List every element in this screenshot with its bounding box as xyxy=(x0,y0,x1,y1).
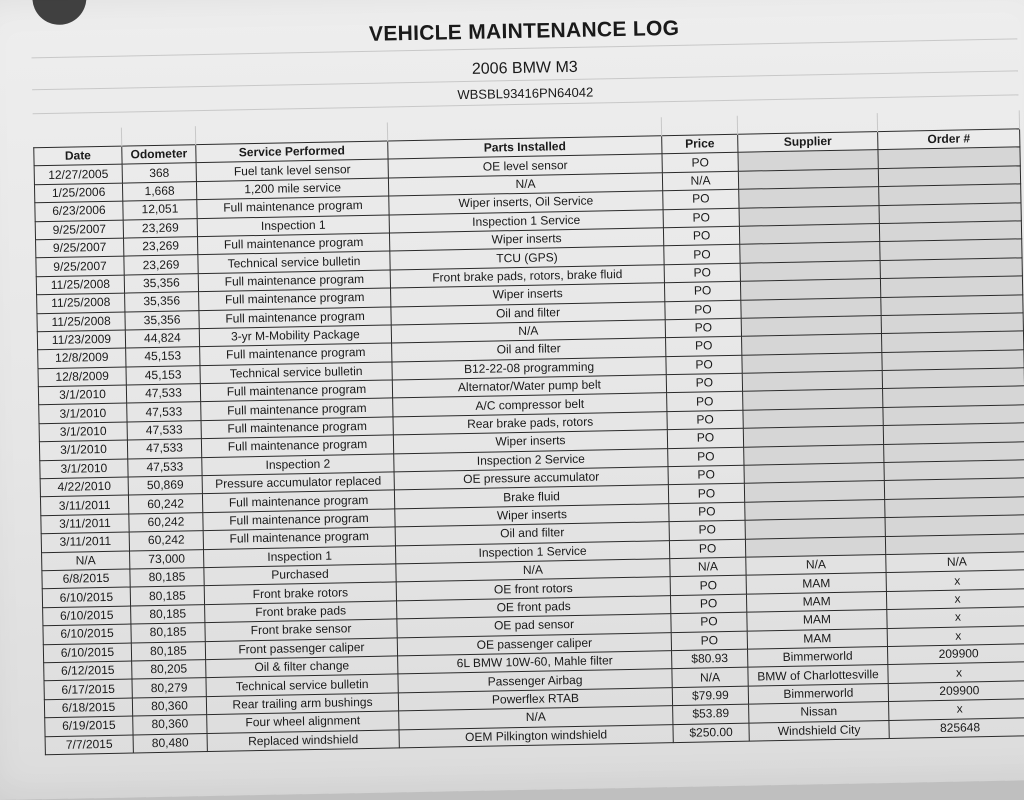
column-header-order: Order # xyxy=(878,129,1020,150)
parts-cell: Rear brake pads, rotors xyxy=(393,412,667,436)
service-cell: Pressure accumulator replaced xyxy=(202,472,394,494)
price-cell: PO xyxy=(671,631,747,651)
service-cell: Full maintenance program xyxy=(201,435,393,457)
service-cell: Full maintenance program xyxy=(199,288,391,310)
odometer-cell: 47,533 xyxy=(126,384,200,404)
table-body xyxy=(34,147,1024,754)
date-cell: 3/11/2011 xyxy=(41,532,129,552)
date-cell: 1/25/2006 xyxy=(34,183,122,203)
order-cell: x xyxy=(887,625,1024,646)
date-cell: 4/22/2010 xyxy=(40,477,128,497)
parts-cell: N/A xyxy=(399,706,673,730)
order-cell: 825648 xyxy=(889,717,1024,738)
odometer-cell: 73,000 xyxy=(130,549,204,569)
odometer-cell: 35,356 xyxy=(125,310,199,330)
binder-hole xyxy=(32,0,87,25)
date-cell: 3/1/2010 xyxy=(38,385,126,405)
supplier-cell: MAM xyxy=(746,573,886,594)
price-cell: N/A xyxy=(662,171,738,191)
date-cell: 6/17/2015 xyxy=(44,679,132,699)
date-cell: 12/8/2009 xyxy=(38,367,126,387)
column-header-parts-installed: Parts Installed xyxy=(388,136,662,160)
date-cell: 6/10/2015 xyxy=(42,587,130,607)
parts-cell: OE passenger caliper xyxy=(397,632,671,656)
parts-cell: A/C compressor belt xyxy=(393,393,667,417)
parts-cell: OEM Pilkington windshield xyxy=(399,724,673,748)
parts-cell: Wiper inserts, Oil Service xyxy=(389,191,663,215)
price-cell: $53.89 xyxy=(673,704,749,724)
column-header-supplier: Supplier xyxy=(738,132,878,153)
odometer-cell: 80,360 xyxy=(133,715,207,735)
order-cell: N/A xyxy=(886,552,1024,573)
price-cell: PO xyxy=(668,484,744,504)
service-cell: Front brake sensor xyxy=(205,619,397,641)
service-cell: Front passenger caliper xyxy=(205,637,397,659)
parts-cell: Oil and filter xyxy=(395,522,669,546)
odometer-cell: 35,356 xyxy=(125,292,199,312)
parts-cell: Powerflex RTAB xyxy=(398,687,672,711)
odometer-cell: 60,242 xyxy=(129,531,203,551)
parts-cell: Brake fluid xyxy=(394,485,668,509)
parts-cell: B12-22-08 programming xyxy=(392,356,666,380)
price-cell: PO xyxy=(667,392,743,412)
odometer-cell: 44,824 xyxy=(125,329,199,349)
parts-cell: N/A xyxy=(391,320,665,344)
supplier-cell: BMW of Charlottesville xyxy=(748,665,888,686)
date-cell: 12/27/2005 xyxy=(34,164,122,184)
parts-cell: OE level sensor xyxy=(388,154,662,178)
service-cell: Technical service bulletin xyxy=(206,674,398,696)
price-cell: PO xyxy=(669,502,745,522)
date-cell: 9/25/2007 xyxy=(35,220,123,240)
service-cell: Technical service bulletin xyxy=(198,251,390,273)
date-cell: 9/25/2007 xyxy=(36,238,124,258)
date-cell: 6/12/2015 xyxy=(44,661,132,681)
column-header-date: Date xyxy=(34,146,122,166)
price-cell: PO xyxy=(664,245,740,265)
odometer-cell: 80,205 xyxy=(132,660,206,680)
parts-cell: Oil and filter xyxy=(392,338,666,362)
parts-cell: OE front pads xyxy=(397,595,671,619)
odometer-cell: 368 xyxy=(122,163,196,183)
service-cell: Full maintenance program xyxy=(197,233,389,255)
service-cell: Technical service bulletin xyxy=(200,362,392,384)
odometer-cell: 80,185 xyxy=(131,623,205,643)
price-cell: PO xyxy=(664,263,740,283)
column-header-service-performed: Service Performed xyxy=(196,141,388,163)
vehicle-vin: WBSBL93416PN64042 xyxy=(457,84,594,103)
parts-cell: Front brake pads, rotors, brake fluid xyxy=(390,264,664,288)
service-cell: Front brake rotors xyxy=(204,582,396,604)
date-cell: 3/11/2011 xyxy=(40,495,128,515)
supplier-cell: MAM xyxy=(746,591,886,612)
date-cell: 11/23/2009 xyxy=(37,330,125,350)
order-cell: 209900 xyxy=(887,644,1024,665)
service-cell: Oil & filter change xyxy=(206,656,398,678)
price-cell: PO xyxy=(667,410,743,430)
odometer-cell: 80,185 xyxy=(130,568,204,588)
price-cell: PO xyxy=(666,337,742,357)
price-cell: PO xyxy=(663,208,739,228)
service-cell: Full maintenance program xyxy=(197,196,389,218)
odometer-cell: 50,869 xyxy=(128,476,202,496)
odometer-cell: 80,185 xyxy=(130,586,204,606)
price-cell: PO xyxy=(666,373,742,393)
odometer-cell: 47,533 xyxy=(128,457,202,477)
supplier-cell: Windshield City xyxy=(749,720,889,741)
service-cell: Inspection 1 xyxy=(197,215,389,237)
price-cell: N/A xyxy=(672,668,748,688)
date-cell: 6/10/2015 xyxy=(43,606,131,626)
price-cell: PO xyxy=(662,153,738,173)
price-cell: PO xyxy=(669,539,745,559)
parts-cell: OE pad sensor xyxy=(397,614,671,638)
odometer-cell: 80,480 xyxy=(133,733,207,753)
parts-cell: OE pressure accumulator xyxy=(394,467,668,491)
odometer-cell: 23,269 xyxy=(124,255,198,275)
order-cell: x xyxy=(887,607,1024,628)
parts-cell: OE front rotors xyxy=(396,577,670,601)
log-title: VEHICLE MAINTENANCE LOG xyxy=(368,16,680,46)
date-cell: 6/8/2015 xyxy=(42,569,130,589)
price-cell: PO xyxy=(670,594,746,614)
price-cell: PO xyxy=(664,281,740,301)
column-header-odometer: Odometer xyxy=(122,145,196,165)
odometer-cell: 80,279 xyxy=(132,678,206,698)
parts-cell: Alternator/Water pump belt xyxy=(392,375,666,399)
price-cell: PO xyxy=(670,576,746,596)
supplier-cell: N/A xyxy=(746,554,886,575)
supplier-cell: Bimmerworld xyxy=(748,646,888,667)
price-cell: PO xyxy=(669,520,745,540)
parts-cell: Oil and filter xyxy=(391,301,665,325)
maintenance-table xyxy=(33,110,1024,755)
parts-cell: Wiper inserts xyxy=(393,430,667,454)
date-cell: 3/1/2010 xyxy=(39,404,127,424)
price-cell: $79.99 xyxy=(672,686,748,706)
order-cell: x xyxy=(886,589,1024,610)
column-header-price: Price xyxy=(662,134,738,154)
service-cell: Full maintenance program xyxy=(202,490,394,512)
parts-cell: Passenger Airbag xyxy=(398,669,672,693)
price-cell: PO xyxy=(668,465,744,485)
service-cell: Full maintenance program xyxy=(200,380,392,402)
supplier-cell: Nissan xyxy=(749,702,889,723)
parts-cell: N/A xyxy=(396,559,670,583)
parts-cell: Wiper inserts xyxy=(391,283,665,307)
supplier-cell: MAM xyxy=(747,610,887,631)
service-cell: Full maintenance program xyxy=(201,398,393,420)
parts-cell: 6L BMW 10W-60, Mahle filter xyxy=(398,651,672,675)
date-cell: 7/7/2015 xyxy=(45,734,133,754)
date-cell: 6/18/2015 xyxy=(44,698,132,718)
service-cell: 1,200 mile service xyxy=(196,178,388,200)
date-cell: 9/25/2007 xyxy=(36,256,124,276)
service-cell: Inspection 1 xyxy=(203,546,395,568)
service-cell: Full maintenance program xyxy=(200,343,392,365)
parts-cell: TCU (GPS) xyxy=(390,246,664,270)
price-cell: PO xyxy=(668,447,744,467)
parts-cell: Inspection 1 Service xyxy=(389,209,663,233)
price-cell: PO xyxy=(666,355,742,375)
service-cell: Full maintenance program xyxy=(201,417,393,439)
date-cell: 11/25/2008 xyxy=(37,312,125,332)
service-cell: Inspection 2 xyxy=(202,454,394,476)
parts-cell: Inspection 2 Service xyxy=(394,448,668,472)
order-cell: x xyxy=(889,699,1024,720)
price-cell: PO xyxy=(665,318,741,338)
service-cell: Full maintenance program xyxy=(199,306,391,328)
date-cell: 6/19/2015 xyxy=(45,716,133,736)
parts-cell: Inspection 1 Service xyxy=(395,540,669,564)
service-cell: Purchased xyxy=(204,564,396,586)
price-cell: PO xyxy=(671,612,747,632)
date-cell: 6/23/2006 xyxy=(35,201,123,221)
date-cell: 6/10/2015 xyxy=(43,643,131,663)
odometer-cell: 23,269 xyxy=(123,218,197,238)
service-cell: Replaced windshield xyxy=(207,729,399,751)
date-cell: 3/11/2011 xyxy=(41,514,129,534)
service-cell: Fuel tank level sensor xyxy=(196,159,388,181)
odometer-cell: 45,153 xyxy=(126,365,200,385)
order-cell: x xyxy=(886,570,1024,591)
odometer-cell: 35,356 xyxy=(124,273,198,293)
service-cell: Front brake pads xyxy=(205,601,397,623)
date-cell: 3/1/2010 xyxy=(40,459,128,479)
date-cell: N/A xyxy=(42,551,130,571)
service-cell: Four wheel alignment xyxy=(207,711,399,733)
date-cell: 11/25/2008 xyxy=(36,275,124,295)
odometer-cell: 1,668 xyxy=(122,181,196,201)
price-cell: $250.00 xyxy=(673,723,749,743)
odometer-cell: 23,269 xyxy=(124,237,198,257)
order-cell: x xyxy=(888,662,1024,683)
maintenance-log-sheet xyxy=(31,10,1024,755)
price-cell: N/A xyxy=(670,557,746,577)
service-cell: Full maintenance program xyxy=(198,270,390,292)
date-cell: 12/8/2009 xyxy=(38,348,126,368)
date-cell: 6/10/2015 xyxy=(43,624,131,644)
date-cell: 3/1/2010 xyxy=(39,422,127,442)
odometer-cell: 60,242 xyxy=(129,512,203,532)
odometer-cell: 47,533 xyxy=(127,420,201,440)
odometer-cell: 80,185 xyxy=(131,641,205,661)
price-cell: PO xyxy=(663,226,739,246)
odometer-cell: 47,533 xyxy=(127,402,201,422)
supplier-cell: Bimmerworld xyxy=(748,683,888,704)
parts-cell: Wiper inserts xyxy=(395,503,669,527)
odometer-cell: 80,360 xyxy=(132,696,206,716)
title-block xyxy=(31,10,1019,129)
service-cell: Full maintenance program xyxy=(203,509,395,531)
odometer-cell: 60,242 xyxy=(128,494,202,514)
price-cell: PO xyxy=(665,300,741,320)
odometer-cell: 47,533 xyxy=(127,439,201,459)
price-cell: PO xyxy=(663,189,739,209)
service-cell: Rear trailing arm bushings xyxy=(206,693,398,715)
order-cell: 209900 xyxy=(888,680,1024,701)
price-cell: $80.93 xyxy=(672,649,748,669)
supplier-cell: MAM xyxy=(747,628,887,649)
parts-cell: N/A xyxy=(388,173,662,197)
price-cell: PO xyxy=(667,428,743,448)
service-cell: 3-yr M-Mobility Package xyxy=(199,325,391,347)
service-cell: Full maintenance program xyxy=(203,527,395,549)
odometer-cell: 45,153 xyxy=(126,347,200,367)
parts-cell: Wiper inserts xyxy=(389,228,663,252)
date-cell: 11/25/2008 xyxy=(37,293,125,313)
date-cell: 3/1/2010 xyxy=(39,440,127,460)
vehicle-name: 2006 BMW M3 xyxy=(471,58,578,78)
odometer-cell: 12,051 xyxy=(123,200,197,220)
odometer-cell: 80,185 xyxy=(131,604,205,624)
